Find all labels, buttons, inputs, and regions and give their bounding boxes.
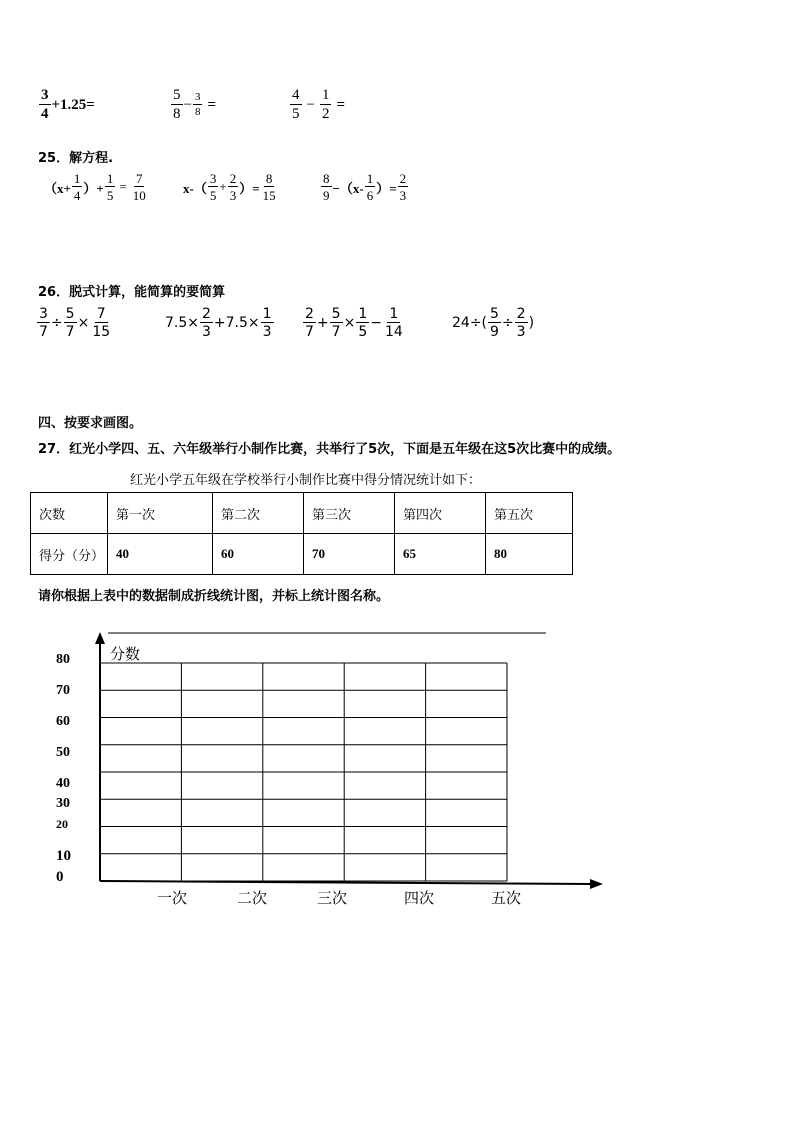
y-axis-arrow: [95, 632, 105, 644]
q25-equation-3: $\frac{8}{9}$ −（x- $\frac{1}{6}$ ）= $\frac{2}{3}$: [323, 171, 407, 203]
y-axis-title: 分数: [110, 645, 141, 663]
y-tick-label: 70: [56, 683, 70, 698]
x-tick-label: 二次: [236, 889, 268, 907]
fraction: $\frac{2}{7}$: [305, 306, 314, 340]
y-tick-label: 0: [56, 869, 64, 885]
y-tick-label: 80: [56, 652, 70, 667]
table-cell: 第一次: [108, 493, 213, 534]
fraction: $\frac{1}{4}$: [73, 171, 81, 203]
table-cell: 70: [304, 534, 395, 575]
fraction: $\frac{7}{10}$: [132, 171, 146, 203]
fraction: $\frac{5}{7}$: [331, 306, 341, 340]
section-heading: 四、按要求画图。: [38, 416, 143, 431]
q26-expr-1: $\frac{3}{7}$ ÷ $\frac{5}{7}$ × $\frac{7}{15}$: [39, 306, 111, 340]
x-tick-label: 一次: [156, 889, 188, 907]
fraction: $\frac{8}{9}$: [323, 171, 330, 203]
fraction: $\frac{1}{6}$: [366, 171, 374, 203]
q26-expr-3: $\frac{2}{7}$ + $\frac{5}{7}$ × $\frac{1}{5}$ − $\frac{1}{14}$: [305, 306, 403, 340]
table-cell: 第五次: [486, 493, 573, 534]
x-tick-label: 五次: [490, 889, 522, 907]
score-table: [30, 492, 573, 575]
q25-equation-2: x-（ $\frac{3}{5}$ + $\frac{2}{3}$ ）= $\frac{8}{15}$: [183, 171, 276, 203]
x-tick-label: 四次: [403, 889, 435, 907]
table-header-row: [31, 493, 573, 534]
table-caption: 红光小学五年级在学校举行小制作比赛中得分情况统计如下：: [130, 473, 482, 488]
x-tick-label: 三次: [316, 889, 348, 907]
table-cell: 次数: [31, 493, 108, 534]
y-tick-label: 20: [56, 817, 68, 831]
fraction: $\frac{2}{3}$: [229, 171, 237, 203]
table-cell: 80: [486, 534, 573, 575]
fraction: $\frac{2}{3}$: [399, 171, 407, 203]
table-cell: 得分（分）: [31, 534, 108, 575]
fraction: $\frac{8}{15}$: [262, 171, 276, 203]
y-tick-labels: [56, 652, 71, 885]
q25-title: 25．解方程.: [38, 151, 114, 166]
y-tick-label: 10: [56, 848, 71, 864]
table-cell: 第三次: [304, 493, 395, 534]
fraction: $\frac{7}{15}$: [92, 306, 111, 340]
q26-expr-4: 24÷( $\frac{5}{9}$ ÷ $\frac{2}{3}$ ): [452, 306, 535, 340]
table-row: [31, 534, 573, 575]
fraction: $\frac{1}{5}$: [106, 171, 114, 203]
fraction: $\frac{1}{14}$: [384, 306, 403, 340]
q26-expr-2: 7.5× $\frac{2}{3}$ +7.5× $\frac{1}{3}$: [165, 306, 272, 340]
x-tick-labels: [157, 889, 521, 907]
fraction: $\frac{3}{8}$: [194, 91, 201, 118]
fraction: $\frac{3}{5}$: [209, 171, 217, 203]
y-tick-label: 60: [56, 714, 70, 729]
y-tick-label: 50: [56, 745, 70, 760]
table-cell: 40: [108, 534, 213, 575]
fraction: $\frac{2}{3}$: [202, 306, 211, 340]
chart-grid: [100, 663, 507, 881]
table-cell: 第四次: [395, 493, 486, 534]
fraction: $\frac{1}{3}$: [262, 306, 272, 340]
q25-equation-1: （x+ $\frac{1}{4}$ ）+ $\frac{1}{5}$ = $\frac{7}{10}$: [44, 171, 146, 203]
fraction: $\frac{3}{7}$: [39, 306, 48, 340]
q24-expr-1: $\frac{3}{4}$ +1.25=: [41, 87, 95, 122]
blank-line-chart: [0, 615, 794, 915]
fraction: $\frac{5}{9}$: [490, 306, 499, 340]
y-tick-label: 30: [56, 796, 70, 811]
table-cell: 65: [395, 534, 486, 575]
fraction: $\frac{5}{7}$: [65, 306, 75, 340]
q27-text: 27．红光小学四、五、六年级举行小制作比赛，共举行了5次，下面是五年级在这5次比赛中的成绩。: [38, 442, 621, 457]
fraction: $\frac{5}{8}$: [173, 87, 181, 122]
fraction: $\frac{3}{4}$: [41, 87, 49, 122]
x-axis-arrow: [590, 879, 603, 889]
table-cell: 60: [213, 534, 304, 575]
chart-instruction: 请你根据上表中的数据制成折线统计图，并标上统计图名称。: [38, 589, 390, 604]
y-tick-label: 40: [56, 776, 70, 791]
fraction: $\frac{2}{3}$: [516, 306, 526, 340]
q24-expr-3: $\frac{4}{5}$ − $\frac{1}{2}$ =: [292, 87, 346, 122]
fraction: $\frac{4}{5}$: [292, 87, 300, 122]
q26-title: 26．脱式计算，能简算的要简算: [38, 285, 226, 300]
q24-expr-2: $\frac{5}{8}$ − $\frac{3}{8}$ =: [173, 87, 217, 122]
fraction: $\frac{1}{2}$: [321, 87, 330, 122]
table-cell: 第二次: [213, 493, 304, 534]
fraction: $\frac{1}{5}$: [358, 306, 368, 340]
